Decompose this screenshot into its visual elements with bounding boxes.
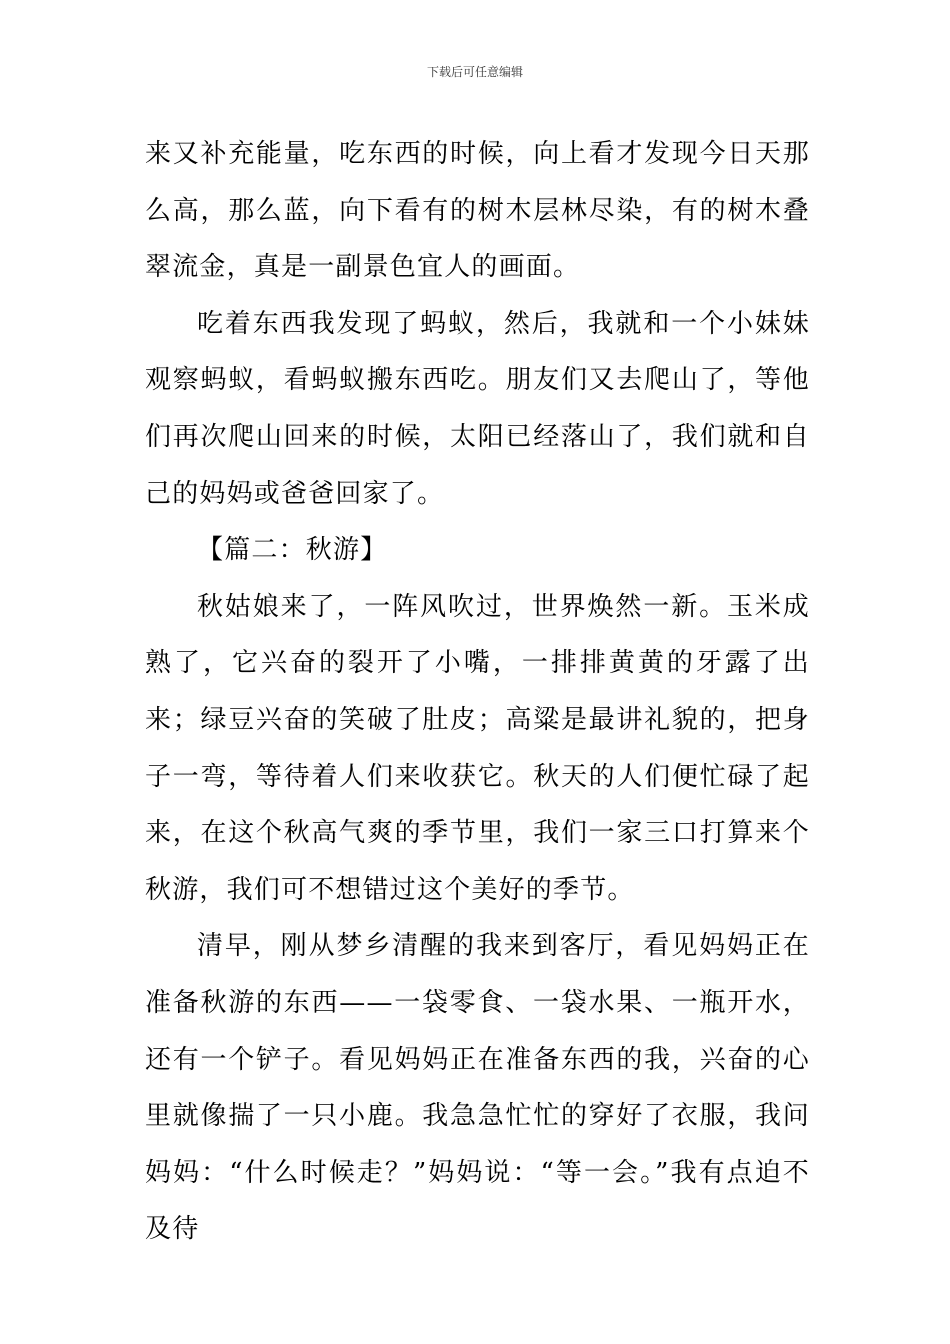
paragraph-2: 吃着东西我发现了蚂蚁，然后，我就和一个小妹妹观察蚂蚁，看蚂蚁搬东西吃。朋友们又去爬山了，等他们再次爬山回来的时候，太阳已经落山了，我们就和自己的妈妈或爸爸回家了。 <box>145 308 810 509</box>
paragraph-1: 来又补充能量，吃东西的时候，向上看才发现今日天那么高，那么蓝，向下看有的树木层林尽染，有的树木叠翠流金，真是一副景色宜人的画面。 <box>145 139 810 283</box>
document-body <box>145 126 810 1258</box>
section-heading: 【篇二：秋游】 <box>197 535 388 566</box>
page-header: 下载后可任意编辑 <box>426 65 523 79</box>
paragraph-3: 秋姑娘来了，一阵风吹过，世界焕然一新。玉米成熟了，它兴奋的裂开了小嘴，一排排黄黄的牙露了出来；绿豆兴奋的笑破了肚皮；高粱是最讲礼貌的，把身子一弯，等待着人们来收获它。秋天的人们便忙碌了起来，在这个秋高气爽的季节里，我们一家三口打算来个秋游，我们可不想错过这个美好的季节。 <box>145 591 810 905</box>
paragraph-4: 清早，刚从梦乡清醒的我来到客厅，看见妈妈正在准备秋游的东西——一袋零食、一袋水果、一瓶开水，还有一个铲子。看见妈妈正在准备东西的我，兴奋的心里就像揣了一只小鹿。我急急忙忙的穿好了衣服，我问妈妈：“什么时候走？”妈妈说：“等一会。”我有点迫不及待 <box>145 931 810 1245</box>
